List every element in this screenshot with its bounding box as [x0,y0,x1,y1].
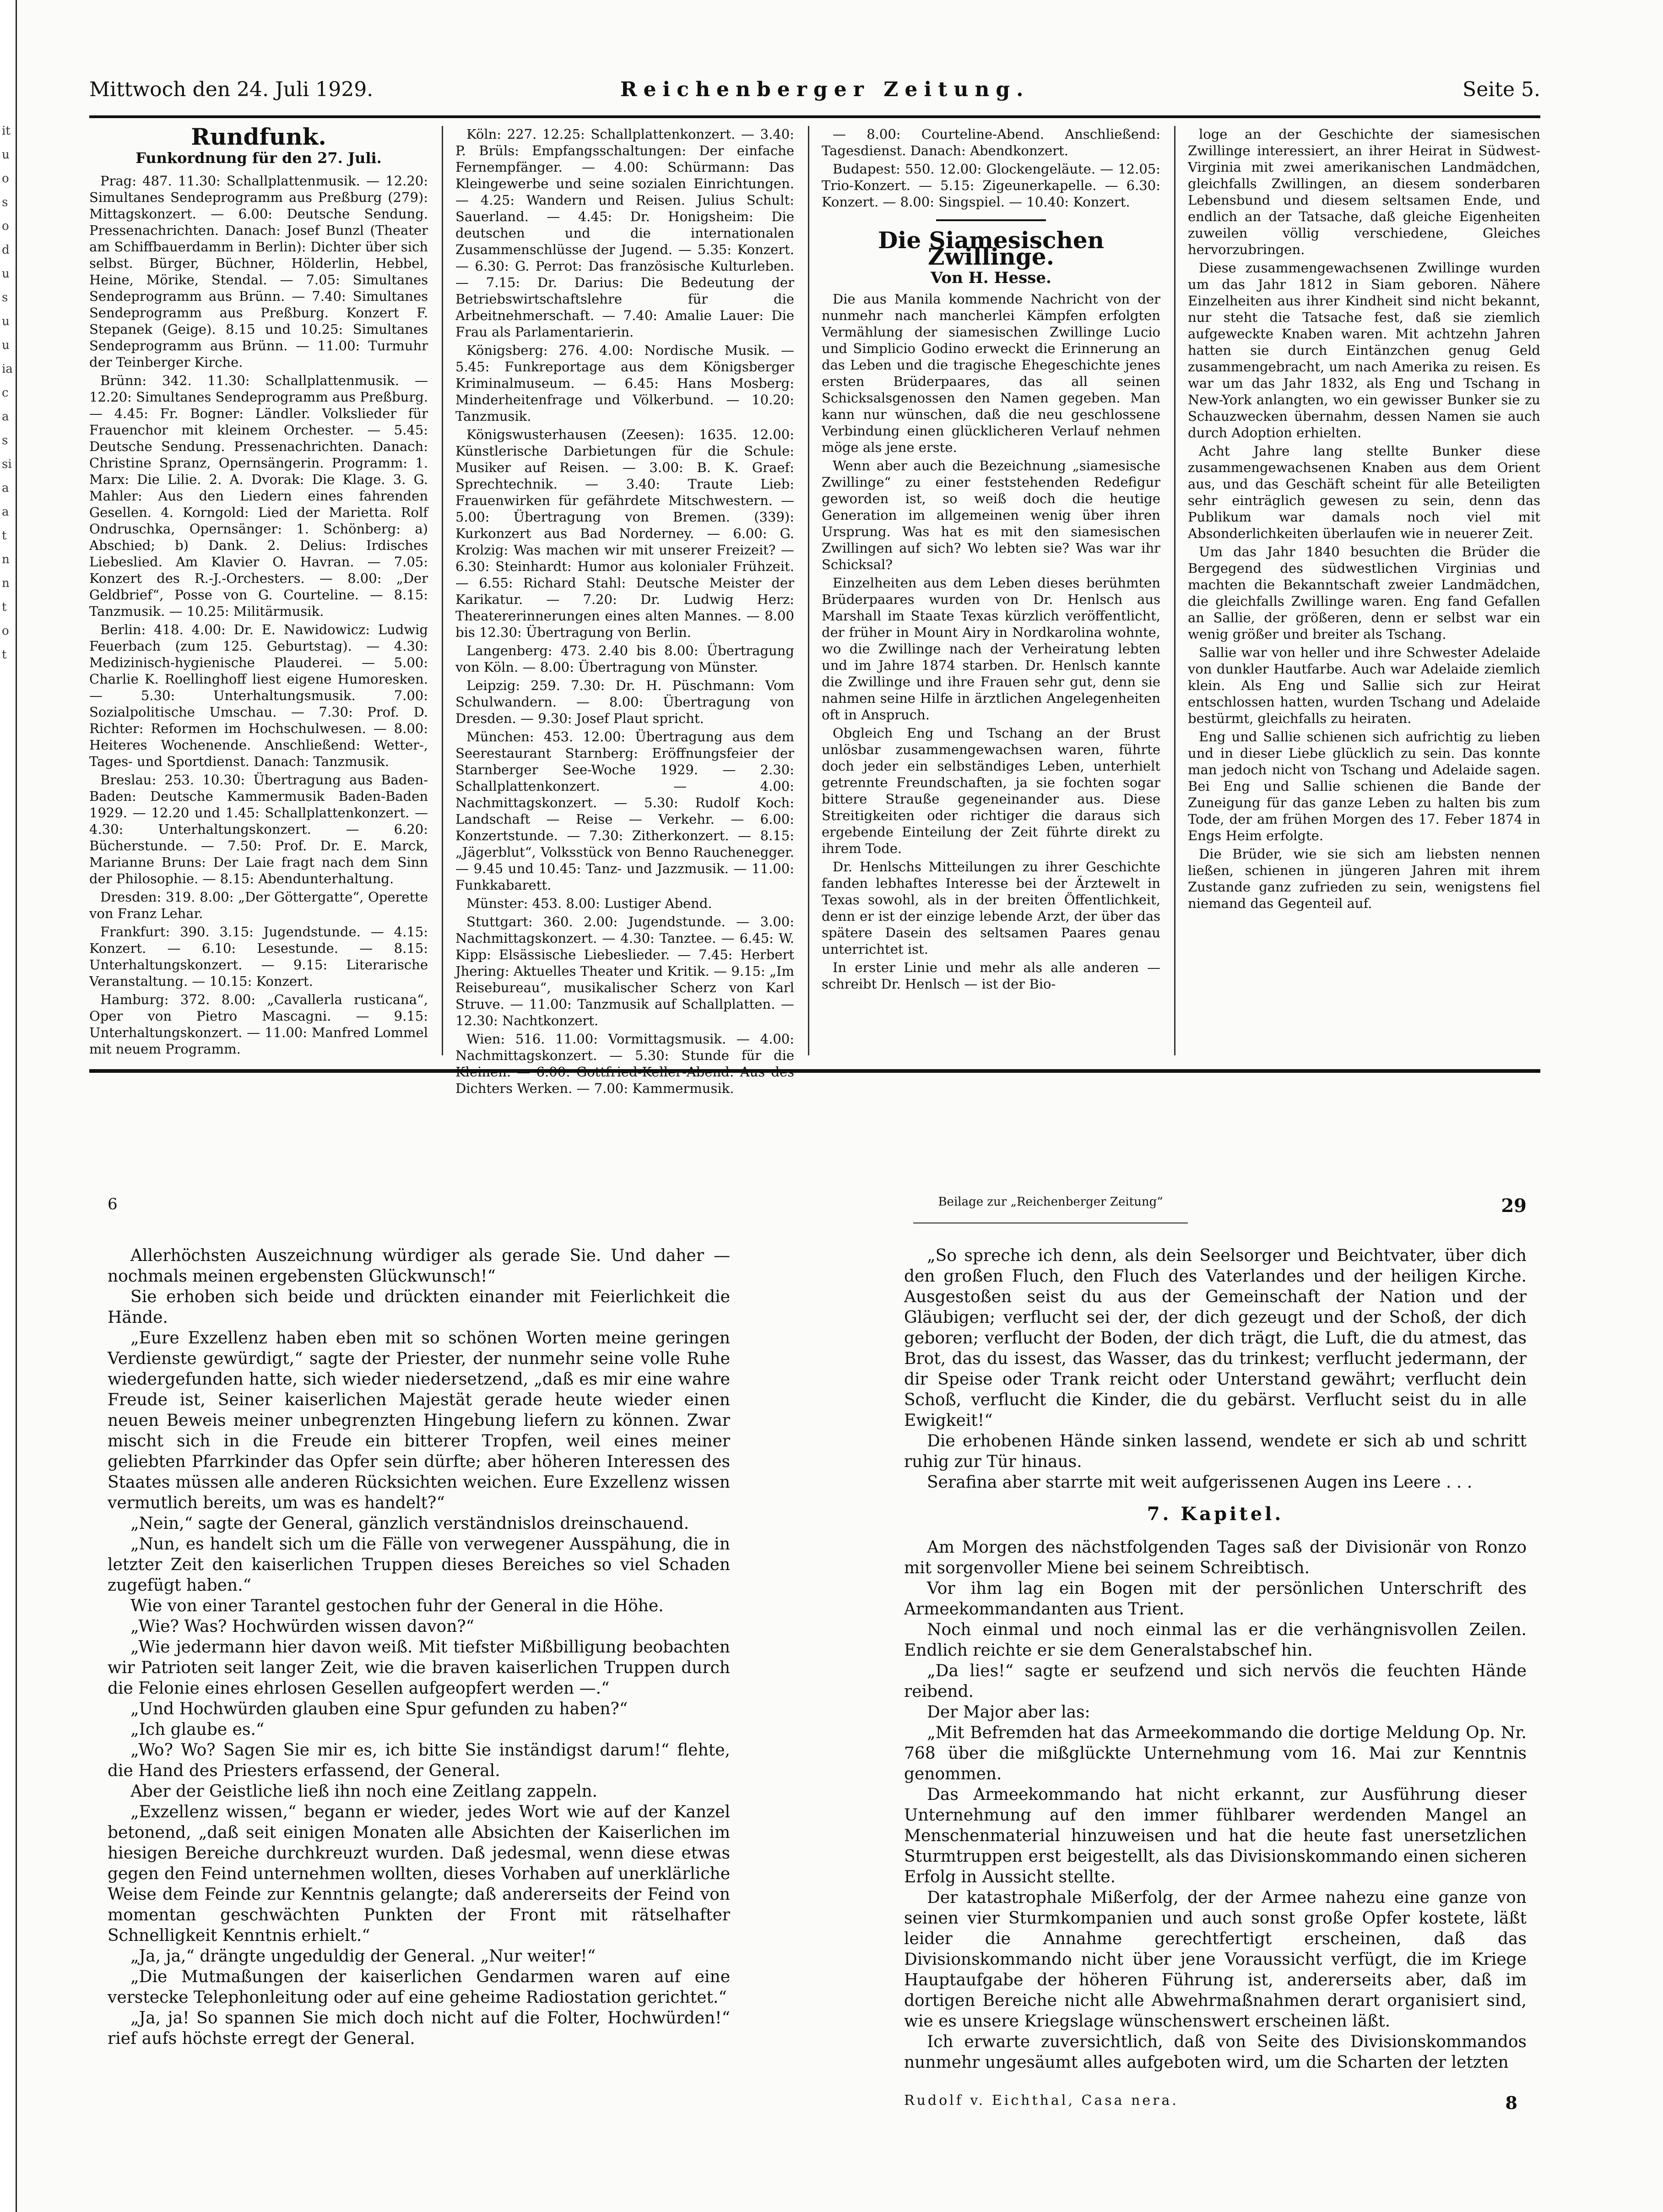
footer-page-number: 8 [1505,2092,1517,2113]
column-2 [455,126,794,1096]
paragraph: Dr. Henlschs Mitteilungen zu ihrer Geschichte fanden lebhaftes Interesse bei der Ärztewelt in Texas sowohl, als in der breiten Öffentlichkeit, denn er ist der einzige lebende Arzt, der über das spätere Dasein des seltsamen Paares genau unterrichtet ist. [822,859,1160,957]
page-number: Seite 5. [1463,78,1540,101]
paragraph: Sie erhoben sich beide und drückten einander mit Feierlichkeit die Hände. [108,1288,730,1327]
paragraph: Acht Jahre lang stellte Bunker diese zusammengewachsenen Knaben aus dem Orient aus, und das Geschäft scheint für alle Beteiligten sehr einträglich gewesen zu sein, denn das Publikum war damals noch viel mit Absonderlichkeiten überlaufen wie in neuerer Zeit. [1188,443,1540,541]
paragraph: Wien: 516. 11.00: Vormittagsmusik. — 4.00: Nachmittagskonzert. — 5.30: Stunde für die Dichters Werken. — 7.00: Kammermusik. [455,1031,794,1096]
paragraph: Brünn: 342. 11.30: Schallplattenmusik. — 12.20: Simultanes Sendeprogramm aus Preßburg. — 4.45: Fr. Bogner: Ländler. Volkslieder für Frauenchor mit kleinem Orchester. — 5.45: Deutsche Sendung. Pressenachrichten. Danach: Christine Spranz, Opernsängerin. Programm: 1. Marx: Die Lilie. 2. A. Dvorak: Die Klage. 3. G. Mahler: Aus den Liedern eines fahrenden Gesellen. 4. Korngold: Lied der Marietta. Rolf Ondruschka, Opernsänger: 1. Schönberg: a) Abschied; b) Dank. 2. Delius: Irdisches Liebeslied. Am Klavier O. Havran. — 7.05: Konzert des R.-J.-Orchesters. — 8.00: „Der Geldbrief“, Posse von G. Courteline. — 8.15: Tanzmusik. — 10.25: Militärmusik. [89,373,428,619]
book-page [89,1186,1545,2170]
paragraph: Diese zusammengewachsenen Zwillinge wurden um das Jahr 1812 in Siam geboren. Nähere Einzelheiten aus ihrer Kindheit sind nicht bekannt, nur steht die Tatsache fest, daß sie ziemlich aufgeweckte Knaben waren. Mit achtzehn Jahren hatten sie durch Eintänzchen genug Geld zusammengebracht, um nach Amerika zu reisen. Es war um das Jahr 1832, als Eng und Tschang in New-York anlangten, wo ein gewisser Bunker sie zu Schauzwecken übernahm, dessen Namen sie auch durch Adoption erhielten. [1188,260,1540,440]
paragraph: Die erhobenen Hände sinken lassend, wendete er sich ab und schritt ruhig zur Tür hinaus. [904,1432,1527,1471]
paragraph: „So spreche ich denn, als dein Seelsorger und Beichtvater, über dich den großen Fluch, den Fluch des Vaterlandes und der heiligen Kirche. Ausgestoßen seist du aus der Gemeinschaft der Nation und der Gläubigen; verflucht sei der, der dich gezeugt und der Schoß, der dich geboren; verflucht der Boden, der dich trägt, die Luft, die du atmest, das Brot, das du issest, das Wasser, das du trinkest; verflucht jedermann, der dir Speise oder Trank reicht oder Unterstand gewährt; verflucht dein Schoß, verflucht die Kinder, die du gebärst. Verflucht seist du in alle Ewigkeit!“ [904,1246,1527,1430]
paragraph: Serafina aber starrte mit weit aufgerissenen Augen ins Leere . . . [927,1473,1473,1492]
paragraph: „Nun, es handelt sich um die Fälle von verwegener Ausspähung, die in letzter Zeit den kaiserlichen Truppen dieses Bereiches so viel Schaden zugefügt haben.“ [108,1535,730,1595]
paragraph: Der Major aber las: [927,1703,1090,1722]
paragraph: Königsberg: 276. 4.00: Nordische Musik. — 5.45: Funkreportage aus dem Königsberger Kriminalmuseum. — 6.45: Hans Mosberg: Minderheitenfrage und Völkerbund. — 10.20: Tanzmusik. [455,342,794,424]
article-title: Die Siamesischen Zwillinge. [878,227,1105,270]
paragraph: Noch einmal und noch einmal las er die verhängnisvollen Zeilen. Endlich reichte er sie dem Generalstabschef hin. [904,1620,1527,1660]
paragraph: „Die Mutmaßungen der kaiserlichen Gendarmen waren auf eine verstecke Telephonleitung oder auf eine geheime Radiostation gerichtet.“ [108,1967,730,2007]
column-divider [442,126,443,1055]
left-margin-strip [0,0,17,2212]
paragraph: Wie von einer Tarantel gestochen fuhr der General in die Höhe. [130,1597,664,1615]
paragraph: „Wie jedermann hier davon weiß. Mit tiefster Mißbilligung beobachten wir Patrioten seit langer Zeit, wie die braven kaiserlichen Truppen durch die Felonie eines ehrlosen Gesellen aufgeopfert werden —.“ [108,1638,730,1698]
article-rule [936,219,1046,221]
bottom-rule [89,1069,1540,1073]
article-author: Von H. Hesse. [931,269,1051,287]
issue-date: Mittwoch den 24. Juli 1929. [89,78,374,101]
paragraph: Berlin: 418. 4.00: Dr. E. Nawidowicz: Ludwig Feuerbach (zum 125. Geburtstag). — 4.30: Medizinisch-hygienische Plauderei. — 5.00: Charlie K. Roellinghoff liest eigene Humoresken. — 5.30: Unterhaltungsmusik. 7.00: Sozialpolitische Umschau. — 7.30: Prof. D. Richter: Reformen im Hochschulwesen. — 8.00: Heiteres Wochenende. Anschließend: Wetter-, Tages- und Sportdienst. Danach: Tanzmusik. [89,622,428,769]
paragraph: „Mit Befremden hat das Armeekommando die dortige Meldung Op. Nr. 768 über die mißglückte Unternehmung vom 16. Mai zur Kenntnis genommen. [904,1723,1527,1783]
paragraph: Der katastrophale Mißerfolg, der der Armee nahezu eine ganze von seinen vier Sturmkompanien und auch sonst große Opfer kostete, läßt leider die Annahme gerechtfertigt erscheinen, daß das Divisionskommando nicht über jene Voraussicht verfügt, die im Kriege Hauptaufgabe der höheren Führung ist, andererseits aber, daß im dortigen Bereiche nicht alle Abwehrmaßnahmen derart organisiert sind, wie es unsere Kriegslage wünschenswert erscheinen läßt. [904,1888,1527,2031]
paragraph: München: 453. 12.00: Übertragung aus dem Seerestaurant Starnberg: Eröffnungsfeier der Starnberger See-Woche 1929. — 2.30: Schallplattenkonzert. — 4.00: Nachmittagskonzert. — 5.30: Rudolf Koch: Landschaft — Reise — Verkehr. — 6.00: Konzertstunde. — 7.30: Zitherkonzert. — 8.15: „Jägerblut“, Volksstück von Benno Rauchenegger. — 9.45 und 10.45: Tanz- und Jazzmusik. — 11.00: Funkkabarett. [455,729,794,893]
paragraph: Budapest: 550. 12.00: Glockengeläute. — 12.05: Trio-Konzert. — 5.15: Zigeunerkapelle. — 6.30: Konzert. — 8.00: Singspiel. — 10.40: Konzert. [822,161,1160,210]
column-4 [1188,126,1540,1055]
column-3 [822,126,1160,1055]
paragraph: Vor ihm lag ein Bogen mit der persönlichen Unterschrift des Armeekommandanten aus Trient. [904,1579,1527,1619]
paragraph: Allerhöchsten Auszeichnung würdiger als gerade Sie. Und daher — nochmals meinen ergebensten Glückwunsch!“ [108,1246,730,1286]
paragraph: Breslau: 253. 10.30: Übertragung aus Baden-Baden: Deutsche Kammermusik Baden-Baden 1929. — 12.20 und 1.45: Schallplattenkonzert. — 4.30: Unterhaltungskonzert. — 6.20: Bücherstunde. — 7.50: Prof. Dr. E. Marck, Marianne Bruns: Der Laie fragt nach dem Sinn der Philosophie. — 8.15: Abendunterhaltung. [89,772,428,886]
paragraph: Die aus Manila kommende Nachricht von der nunmehr nach mancherlei Kämpfen erfolgten Vermählung der siamesischen Zwillinge Lucio und Simplicio Godino erweckt die Erinnerung an das Leben und die tragische Ehegeschichte jenes ersten Brüderpaares, das all seinen Schicksalsgenossen den Namen gegeben. Man kann nur wünschen, daß die neu geschlossene Verbindung einen glücklicheren Verlauf nehmen möge als jene erste. [822,291,1160,455]
supplement-header: Beilage zur „Reichenberger Zeitung“ [913,1195,1188,1223]
margin-fragments: ituosodusuuiacassiaatnntot [2,124,13,662]
paragraph: Leipzig: 259. 7.30: Dr. H. Püschmann: Vom Schulwandern. — 8.00: Übertragung von Dresden. — 9.30: Josef Plaut spricht. [455,678,794,726]
footer-author: Rudolf v. Eichthal, Casa nera. [904,2092,1179,2109]
left-page-mark: 6 [108,1195,118,1213]
paragraph: Am Morgen des nächstfolgenden Tages saß der Divisionär von Ronzo mit sorgenvoller Miene bei seinem Schreibtisch. [904,1538,1527,1577]
book-right-column [904,1245,1527,2073]
newspaper-title: Reichenberger Zeitung. [620,78,1030,101]
paragraph: „Wo? Wo? Sagen Sie mir es, ich bitte Sie inständigst darum!“ flehte, die Hand des Priesters erfassend, der General. [108,1741,730,1780]
paragraph: In erster Linie und mehr als alle anderen — schreibt Dr. Henlsch — ist der Bio- [822,960,1160,992]
column-divider [1174,126,1175,1055]
paragraph: „Eure Exzellenz haben eben mit so schönen Worten meine geringen Verdienste gewürdigt,“ sagte der Priester, der nunmehr seine volle Ruhe wiedergefunden hatte, sich wieder niedersetzend, „daß es mir eine wahre Freude ist, Seiner kaiserlichen Majestät gerade heute wieder einen neuen Beweis meiner unbegrenzten Hingebung liefern zu können. Zwar mischt sich in die Freude ein bitterer Tropfen, weil eines meiner geliebten Pfarrkinder das Opfer sein dürfte; aber höheren Interessen des Staates müssen alle anderen Rücksichten weichen. Eure Exzellenz wissen vermutlich bereits, um was es handelt?“ [108,1329,730,1512]
paragraph: „Und Hochwürden glauben eine Spur gefunden zu haben?“ [130,1700,628,1718]
paragraph: Hamburg: 372. 8.00: „Cavallerla rusticana“, Oper von Pietro Mascagni. — 9.15: Unterhaltungskonzert. — 11.00: Manfred Lommel mit neuem Programm. [89,992,428,1057]
paragraph: „Nein,“ sagte der General, gänzlich verständnislos dreinschauend. [130,1514,689,1533]
book-page-number: 29 [1501,1195,1527,1217]
paragraph: „Da lies!“ sagte er seufzend und sich nervös die feuchten Hände reibend. [904,1662,1527,1701]
column-divider [808,126,809,1055]
paragraph: Münster: 453. 8.00: Lustiger Abend. [466,896,712,911]
paragraph: Das Armeekommando hat nicht erkannt, zur Ausführung dieser Unternehmung auf den immer fühlbarer werdenden Mangel an Menschenmaterial hinzuweisen und hat die heute fast unersetzlichen Sturmtruppen erst beigestellt, als das Divisionskommando einen sicheren Erfolg in Aussicht stellte. [904,1785,1527,1886]
paragraph: Prag: 487. 11.30: Schallplattenmusik. — 12.20: Simultanes Sendeprogramm aus Preßburg (279): Mittagskonzert. — 6.00: Deutsche Sendung. Pressenachrichten. Danach: Josef Bunzl (Theater am Schiffbauerdamm in Berlin): Dichter über sich selbst. Bürger, Büchner, Hölderlin, Hebbel, Heine, Mörike, Stendal. — 7.05: Simultanes Sendeprogramm aus Brünn. — 7.40: Simultanes Sendeprogramm aus Preßburg. Konzert F. Stepanek (Geige). 8.15 und 10.25: Simultanes Sendeprogramm aus Brünn. — 11.00: Turmuhr der Teinberger Kirche. [89,173,428,370]
paragraph: Dresden: 319. 8.00: „Der Göttergatte“, Operette von Franz Lehar. [89,889,428,921]
section-subheading: Funkordnung für den 27. Juli. [135,149,382,167]
paragraph: Um das Jahr 1840 besuchten die Brüder die Bergegend des südwestlichen Virginias und machten die Bekanntschaft zweier Landmädchen, die gleichfalls Zwillinge waren. Eng fand Gefallen an Sallie, der größeren, denn er selbst war ein wenig größer und breiter als Tschang. [1188,544,1540,642]
paragraph: Eng und Sallie schienen sich aufrichtig zu lieben und in dieser Liebe glücklich zu sein. Das konnte man jedoch nicht von Tschang und Adelaide sagen. Bei Eng und Sallie schienen die Bande der Zuneigung für das ganze Leben zu halten bis zum Tode, der am frühen Morgen des 17. Feber 1874 in Engs Heim erfolgte. [1188,729,1540,843]
paragraph: „Ja, ja! So spannen Sie mich doch nicht auf die Folter, Hochwürden!“ rief aufs höchste erregt der General. [108,2009,730,2048]
paragraph: Köln: 227. 12.25: Schallplattenkonzert. — 3.40: P. Brüls: Empfangsschaltungen: Der einfache Fernempfänger. — 4.00: Schürmann: Das Kleingewerbe und seine sozialen Einrichtungen. — 4.25: Wandern und Reisen. Julius Schult: Sauerland. — 4.45: Dr. Honigsheim: Die deutschen und die internationalen Zusammenschlüsse der Jugend. — 5.35: Konzert. — 6.30: G. Perrot: Das französische Kulturleben. — 7.15: Dr. Darius: Die Bedeutung der Betriebswirtschaftslehre für die Arbeitnehmerschaft. — 7.40: Amalie Lauer: Die Frau als Parlamentarierin. [455,126,794,340]
chapter-heading: 7. Kapitel. [1147,1503,1284,1525]
paragraph: Aber der Geistliche ließ ihn noch eine Zeitlang zappeln. [130,1782,598,1801]
book-footer [904,2092,1527,2113]
paragraph: Stuttgart: 360. 2.00: Jugendstunde. — 3.00: Nachmittagskonzert. — 4.30: Tanztee. — 6.45: W. Kipp: Elsässische Liebeslieder. — 7.45: Herbert Jhering: Aktuelles Theater und Kritik. — 9.15: „Im Reisebureau“, musikalischer Scherz von Karl Struve. — 11.00: Tanzmusik auf Schallplatten. — 12.30: Nachtkonzert. [455,914,794,1028]
column-1 [89,123,428,1057]
paragraph: loge an der Geschichte der siamesischen Zwillinge interessiert, an ihrer Heirat in Südwest-Virginia mit zwei amerikanischen Landmädchen, gleichfalls Zwillingen, an diesem sonderbaren Lebensbund und diesem seltsamen Ende, und endlich an der Tatsache, daß gleiche Eigenheiten zuweilen völlig verschiedene, Gleiches hervorzubringen. [1188,126,1540,257]
paragraph: „Wie? Was? Hochwürden wissen davon?“ [130,1617,475,1636]
masthead-rule [89,115,1540,118]
masthead [89,78,1540,119]
paragraph: „Exzellenz wissen,“ begann er wieder, jedes Wort wie auf der Kanzel betonend, „daß seit einigen Monaten alle Absichten der Kaiserlichen im hiesigen Bereiche durchkreuzt wurden. Daß jedesmal, wenn diese etwas gegen den Feind unternehmen wollten, dieses Vorhaben auf unerklärliche Weise dem Feinde zur Kenntnis gelangte; daß andererseits der Feind von momentan geschwächten Punkten der Front mit rätselhafter Schnelligkeit Kenntnis erhielt.“ [108,1803,730,1945]
paragraph: „Ja, ja,“ drängte ungeduldig der General. „Nur weiter!“ [130,1947,596,1966]
paragraph: Wenn aber auch die Bezeichnung „siamesische Zwillinge“ zu einer feststehenden Redefigur geworden ist, so weiß doch die heutige Generation im allgemeinen wenig über ihren Ursprung. Was hat es mit den siamesischen Zwillingen auf sich? Wo lebten sie? Was war ihr Schicksal? [822,458,1160,572]
paragraph: Die Brüder, wie sie sich am liebsten nennen ließen, schienen in jüngeren Jahren mit ihrem Zustande ganz zufrieden zu sein, wenigstens fiel niemand das Gegenteil auf. [1188,846,1540,911]
paragraph: Langenberg: 473. 2.40 bis 8.00: Übertragung von Köln. — 8.00: Übertragung von Münster. [455,643,794,675]
paragraph: — 8.00: Courteline-Abend. Anschließend: Tagesdienst. Danach: Abendkonzert. [822,126,1160,158]
paragraph: Königswusterhausen (Zeesen): 1635. 12.00: Künstlerische Darbietungen für die Schule: Musiker auf Reisen. — 3.00: B. K. Graef: Sprechtechnik. — 3.40: Traute Lieb: Frauenwirken für gefährdete Mitschwestern. — 5.00: Übertragung von Bremen. (339): Kurkonzert aus Bad Norderney. — 6.00: G. Krolzig: Was machen wir mit unserer Freizeit? — 6.30: Steinhardt: Humor aus kolonialer Frühzeit. — 6.55: Richard Stahl: Deutsche Meister der Karikatur. — 7.20: Dr. Ludwig Herz: Theatererinnerungen eines alten Mannes. — 8.00 bis 12.30: Übertragung von Berlin. [455,427,794,640]
paragraph: Sallie war von heller und ihre Schwester Adelaide von dunkler Hautfarbe. Auch war Adelaide ziemlich klein. Als Eng und Sallie sich zur Heirat entschlossen hatten, wurden Tschang und Adelaide bestürmt, gleichfalls zu heiraten. [1188,645,1540,726]
paragraph: Obgleich Eng und Tschang an der Brust unlösbar zusammengewachsen waren, führte doch jeder ein selbständiges Leben, unterhielt getrennte Freundschaften, ja sie fochten sogar bittere Strauße gegeneinander aus. Diese Streitigkeiten oder richtiger die daraus sich ergebende Einteilung der Zeit führte direkt zu ihrem Tode. [822,725,1160,856]
book-left-column [108,1245,730,2049]
section-heading: Rundfunk. [191,123,326,150]
paragraph: Ich erwarte zuversichtlich, daß von Seite des Divisionskommandos nunmehr ungesäumt alles aufgeboten wird, um die Scharten der letzten [904,2033,1527,2072]
paragraph: „Ich glaube es.“ [130,1720,265,1739]
paragraph: Einzelheiten aus dem Leben dieses berühmten Brüderpaares wurden von Dr. Henlsch aus Marshall im Staate Texas kürzlich veröffentlicht, der früher in Mount Airy in Nordkarolina wohnte, wo die Zwillinge nach der Verheiratung lebten und im Jahre 1874 starben. Dr. Henlsch kannte die Zwillinge und ihre Frauen sehr gut, denn sie nahmen seine Hilfe in ärztlichen Angelegenheiten oft in Anspruch. [822,575,1160,723]
paragraph: Frankfurt: 390. 3.15: Jugendstunde. — 4.15: Konzert. — 6.10: Lesestunde. — 8.15: Unterhaltungskonzert. — 9.15: Literarische Veranstaltung. — 10.15: Konzert. [89,924,428,989]
newspaper-page [89,64,1540,1096]
